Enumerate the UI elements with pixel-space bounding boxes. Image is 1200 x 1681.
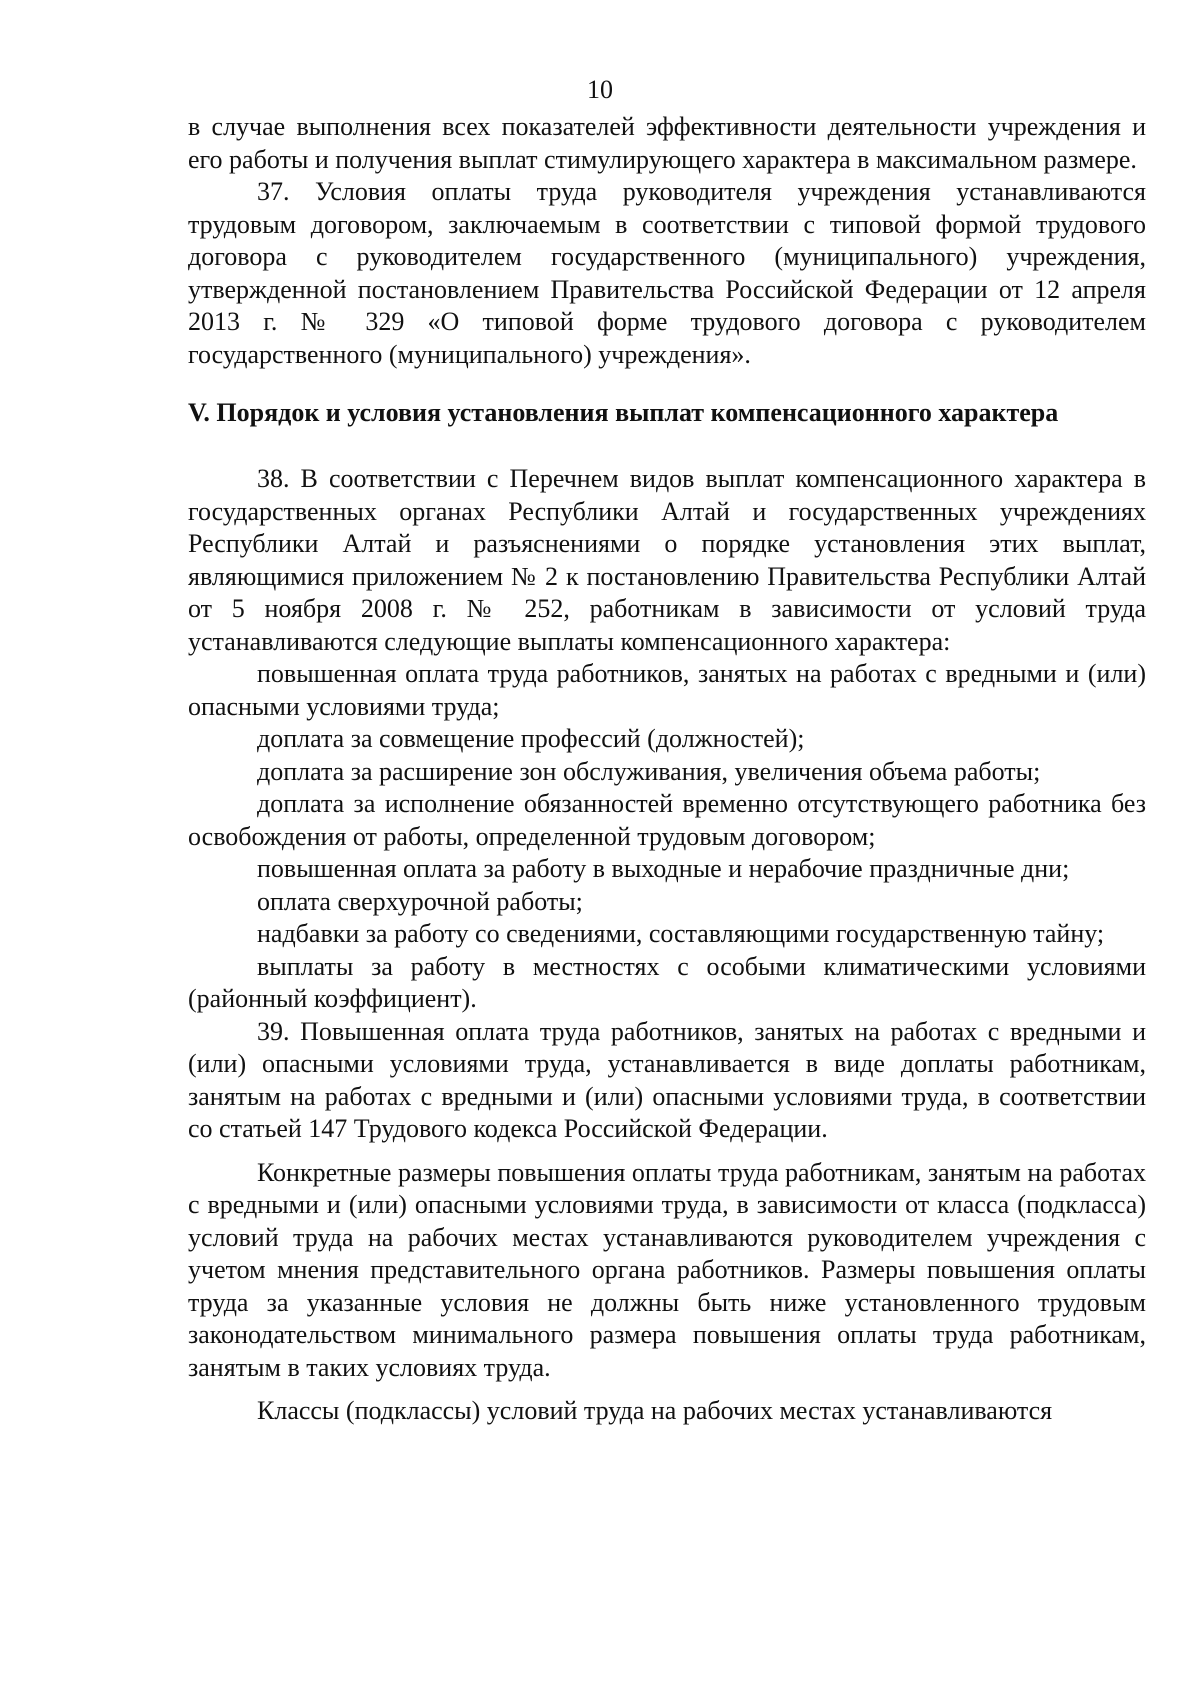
document-body	[188, 111, 1146, 1428]
paragraph-classes: Классы (подклассы) условий труда на рабочих местах устанавливаются	[257, 1396, 1053, 1425]
list-item: доплата за совмещение профессий (должностей);	[257, 724, 805, 753]
page-number: 10	[587, 75, 613, 104]
paragraph-continuation: в случае выполнения всех показателей эффективности деятельности учреждения и его работы и получения выплат стимулирующего характера в максимальном размере.	[188, 112, 1146, 174]
list-item: надбавки за работу со сведениями, составляющими государственную тайну;	[257, 919, 1105, 948]
paragraph-39: 39. Повышенная оплата труда работников, занятых на работах с вредными и (или) опасными условиями труда, устанавливается в виде доплаты работникам, занятым на работах с вредными и (или) опасными условиями труда, в соответствии со статьей 147 Трудового кодекса Российской Федерации.	[188, 1016, 1146, 1143]
list-item: доплата за исполнение обязанностей временно отсутствующего работника без освобождения от работы, определенной трудовым договором;	[188, 789, 1146, 851]
paragraph-38: 38. В соответствии с Перечнем видов выплат компенсационного характера в государственных органах Республики Алтай и государственных учреждениях Республики Алтай и разъяснениями о порядке установления этих выплат, являющимися приложением № 2 к постановлению Правительства Республики Алтай от 5 ноября 2008 г. № 252, работникам в зависимости от условий труда устанавливаются следующие выплаты компенсационного характера:	[188, 464, 1146, 656]
list-item: повышенная оплата труда работников, занятых на работах с вредными и (или) опасными условиями труда;	[188, 659, 1146, 721]
paragraph-specific-sizes: Конкретные размеры повышения оплаты труда работникам, занятым на работах с вредными и (или) опасными условиями труда, в зависимости от класса (подкласса) условий труда на рабочих местах устанавливаются руководителем учреждения с учетом мнения представительного органа работников. Размеры повышения оплаты труда за указанные условия не должны быть ниже установленного трудовым законодательством минимального размера повышения оплаты труда работникам, занятым в таких условиях труда.	[188, 1157, 1146, 1382]
list-item: повышенная оплата за работу в выходные и нерабочие праздничные дни;	[257, 854, 1070, 883]
paragraph-37: 37. Условия оплаты труда руководителя учреждения устанавливаются трудовым договором, заключаемым в соответствии с типовой формой трудового договора с руководителем государственного (муниципального) учреждения, утвержденной постановлением Правительства Российской Федерации от 12 апреля 2013 г. № 329 «О типовой форме трудового договора с руководителем государственного (муниципального) учреждения».	[188, 177, 1146, 369]
section-heading: V. Порядок и условия установления выплат компенсационного характера	[188, 398, 1059, 427]
list-item: выплаты за работу в местностях с особыми климатическими условиями (районный коэффициент).	[188, 951, 1146, 1013]
list-item: оплата сверхурочной работы;	[257, 886, 583, 916]
list-item: доплата за расширение зон обслуживания, увеличения объема работы;	[257, 756, 1041, 786]
